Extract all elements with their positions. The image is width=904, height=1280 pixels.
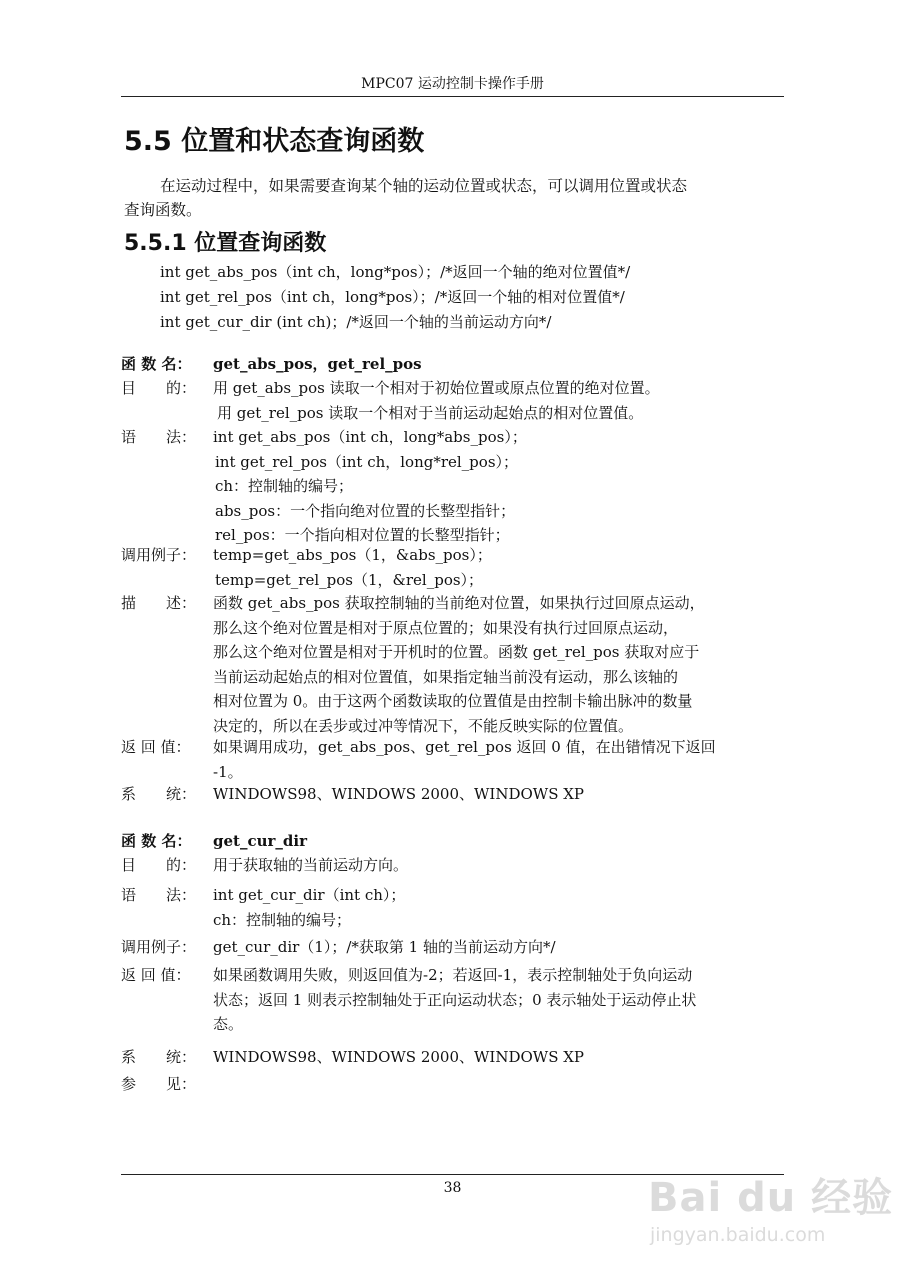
func1-return-line: -1。 <box>213 762 243 781</box>
func1-return-line: 如果调用成功，get_abs_pos、get_rel_pos 返回 0 值，在出错情况下返回 <box>213 738 716 756</box>
func2-syntax-label: 语 法： <box>121 886 197 904</box>
prototype-line: int get_rel_pos（int ch，long*pos）；/*返回一个轴的相对位置值*/ <box>160 288 625 306</box>
func1-syntax-line: int get_abs_pos（int ch，long*abs_pos）； <box>213 428 527 446</box>
func2-purpose: 用于获取轴的当前运动方向。 <box>213 856 409 874</box>
func2-name-entry <box>121 829 785 854</box>
func1-purpose-line: 用 get_rel_pos 读取一个相对于当前运动起始点的相对位置值。 <box>217 403 644 422</box>
func1-description-line: 那么这个绝对位置是相对于原点位置的；如果没有执行过回原点运动， <box>213 618 679 637</box>
func1-syntax-line: ch：控制轴的编号； <box>215 477 354 495</box>
func2-return-line: 状态；返回 1 则表示控制轴处于正向运动状态；0 表示轴处于运动停止状 <box>213 990 697 1009</box>
func1-purpose-entry <box>121 376 785 425</box>
func2-return-line: 态。 <box>213 1015 244 1033</box>
func2-example-label: 调用例子： <box>121 938 197 956</box>
func2-name-label: 函 数 名： <box>121 832 192 850</box>
prototype-line: int get_abs_pos（int ch，long*pos）；/*返回一个轴的绝对位置值*/ <box>160 263 631 281</box>
func1-description-line: 决定的，所以在丢步或过冲等情况下，不能反映实际的位置值。 <box>213 716 634 735</box>
section-title: 5.5 位置和状态查询函数 <box>124 126 425 157</box>
func1-example-line: temp=get_abs_pos（1，&abs_pos）； <box>213 546 492 564</box>
func1-syntax-line: int get_rel_pos（int ch，long*rel_pos）； <box>215 452 519 471</box>
func1-system-label: 系 统： <box>121 785 197 803</box>
func2-syntax-entry <box>121 883 785 932</box>
func1-purpose-line: 用 get_abs_pos 读取一个相对于初始位置或原点位置的绝对位置。 <box>213 379 660 397</box>
func2-system: WINDOWS98、WINDOWS 2000、WINDOWS XP <box>213 1048 585 1066</box>
func2-syntax-line: ch：控制轴的编号； <box>213 910 352 929</box>
func1-syntax-label: 语 法： <box>121 428 197 446</box>
intro-line-1: 在运动过程中，如果需要查询某个轴的运动位置或状态，可以调用位置或状态 <box>160 177 688 195</box>
func2-system-entry <box>121 1045 785 1070</box>
func1-syntax-line: abs_pos：一个指向绝对位置的长整型指针； <box>215 501 516 520</box>
func2-purpose-entry <box>121 853 785 878</box>
func1-example-entry <box>121 543 785 592</box>
func1-description-entry <box>121 591 785 738</box>
func1-name-entry <box>121 352 785 377</box>
func2-return-line: 如果函数调用失败，则返回值为-2；若返回-1，表示控制轴处于负向运动 <box>213 966 693 984</box>
func1-example-label: 调用例子： <box>121 546 197 564</box>
func2-system-label: 系 统： <box>121 1048 197 1066</box>
func1-description-line: 当前运动起始点的相对位置值，如果指定轴当前没有运动，那么该轴的 <box>213 667 679 686</box>
func2-return-entry <box>121 963 785 1037</box>
watermark-brand: Bai du 经验 <box>648 1175 894 1221</box>
page-header: MPC07 运动控制卡操作手册 <box>361 76 544 92</box>
func1-return-entry <box>121 735 785 784</box>
func2-example: get_cur_dir（1）；/*获取第 1 轴的当前运动方向*/ <box>213 938 556 956</box>
subsection-title: 5.5.1 位置查询函数 <box>124 231 327 256</box>
func1-return-label: 返 回 值： <box>121 738 191 756</box>
baidu-jingyan-watermark <box>632 1148 894 1258</box>
func1-syntax-line: rel_pos：一个指向相对位置的长整型指针； <box>215 526 510 544</box>
func1-syntax-entry <box>121 425 785 548</box>
func1-description-line: 那么这个绝对位置是相对于开机时的位置。函数 get_rel_pos 获取对应于 <box>213 643 700 661</box>
func2-example-entry <box>121 935 785 960</box>
page-number: 38 <box>443 1180 462 1196</box>
watermark-url: jingyan.baidu.com <box>650 1224 826 1246</box>
func1-description-line: 相对位置为 0。由于这两个函数读取的位置值是由控制卡输出脉冲的数量 <box>213 692 693 710</box>
func2-return-label: 返 回 值： <box>121 966 191 984</box>
func1-system: WINDOWS98、WINDOWS 2000、WINDOWS XP <box>213 785 585 803</box>
func1-name-label: 函 数 名： <box>121 355 192 373</box>
func1-description-label: 描 述： <box>121 594 197 612</box>
func1-example-line: temp=get_rel_pos（1，&rel_pos）； <box>215 570 484 589</box>
func1-description-line: 函数 get_abs_pos 获取控制轴的当前绝对位置，如果执行过回原点运动， <box>213 594 705 612</box>
func2-seealso-label: 参 见： <box>121 1075 197 1093</box>
intro-line-2: 查询函数。 <box>124 201 202 219</box>
func2-name: get_cur_dir <box>213 832 307 850</box>
func1-system-entry <box>121 782 785 807</box>
prototype-line: int get_cur_dir (int ch)；/*返回一个轴的当前运动方向*/ <box>160 313 552 331</box>
header-rule <box>121 96 784 97</box>
func1-name: get_abs_pos，get_rel_pos <box>213 355 422 373</box>
func2-syntax-line: int get_cur_dir（int ch）； <box>213 886 406 904</box>
func2-purpose-label: 目 的： <box>121 856 197 874</box>
func1-purpose-label: 目 的： <box>121 379 197 397</box>
